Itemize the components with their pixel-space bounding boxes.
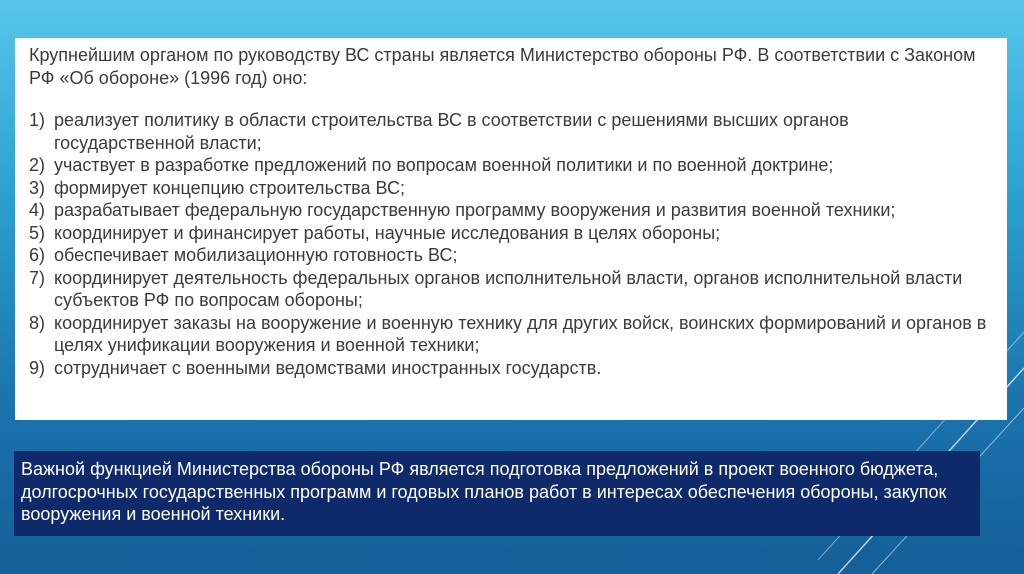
- list-number: 3): [29, 177, 46, 198]
- list-item-text: реализует политику в области строительства ВС в соответствии с решениями высших органов государственной власти;: [54, 110, 849, 153]
- intro-paragraph: Крупнейшим органом по руководству ВС страны является Министерство обороны РФ. В соответствии с Законом РФ «Об обороне» (1996 год) оно:: [29, 45, 976, 88]
- list-item-text: координирует заказы на вооружение и военную технику для других войск, воинских формирований и органов в целях унификации вооружения и военной техники;: [54, 312, 987, 355]
- functions-list: [29, 109, 993, 379]
- list-number: 7): [29, 267, 46, 288]
- list-item-text: координирует и финансирует работы, научные исследования в целях обороны;: [54, 222, 721, 243]
- list-item-text: координирует деятельность федеральных органов исполнительной власти, органов исполнительной власти субъектов РФ по вопросам обороны;: [54, 267, 963, 310]
- list-item: [29, 222, 993, 245]
- list-number: 4): [29, 200, 46, 220]
- list-number: 6): [29, 245, 46, 265]
- list-number: 5): [29, 222, 46, 243]
- list-item: [29, 154, 993, 177]
- note-text: Важной функцией Министерства обороны РФ является подготовка предложений в проект военного бюджета, долгосрочных государственных программ и годовых планов работ в интересах обеспечения обороны, закупок вооружения и военной техники.: [21, 459, 947, 524]
- main-text-box: [15, 38, 1007, 420]
- list-item-text: сотрудничает с военными ведомствами иностранных государств.: [54, 357, 602, 378]
- list-item-text: участвует в разработке предложений по вопросам военной политики и по военной доктрине;: [54, 155, 834, 175]
- list-item: [29, 312, 993, 357]
- list-item: [29, 357, 993, 380]
- list-number: 1): [29, 110, 46, 130]
- list-item-text: формирует концепцию строительства ВС;: [54, 177, 405, 198]
- list-number: 8): [29, 312, 46, 333]
- list-item: [29, 244, 993, 267]
- list-number: 2): [29, 155, 46, 175]
- list-number: 9): [29, 357, 46, 378]
- list-item: [29, 199, 993, 222]
- list-item: [29, 177, 993, 200]
- note-box: [14, 451, 980, 536]
- list-item: [29, 267, 993, 312]
- list-item: [29, 109, 993, 154]
- list-item-text: разрабатывает федеральную государственную программу вооружения и развития военной техники;: [54, 200, 896, 220]
- list-item-text: обеспечивает мобилизационную готовность ВС;: [54, 245, 458, 265]
